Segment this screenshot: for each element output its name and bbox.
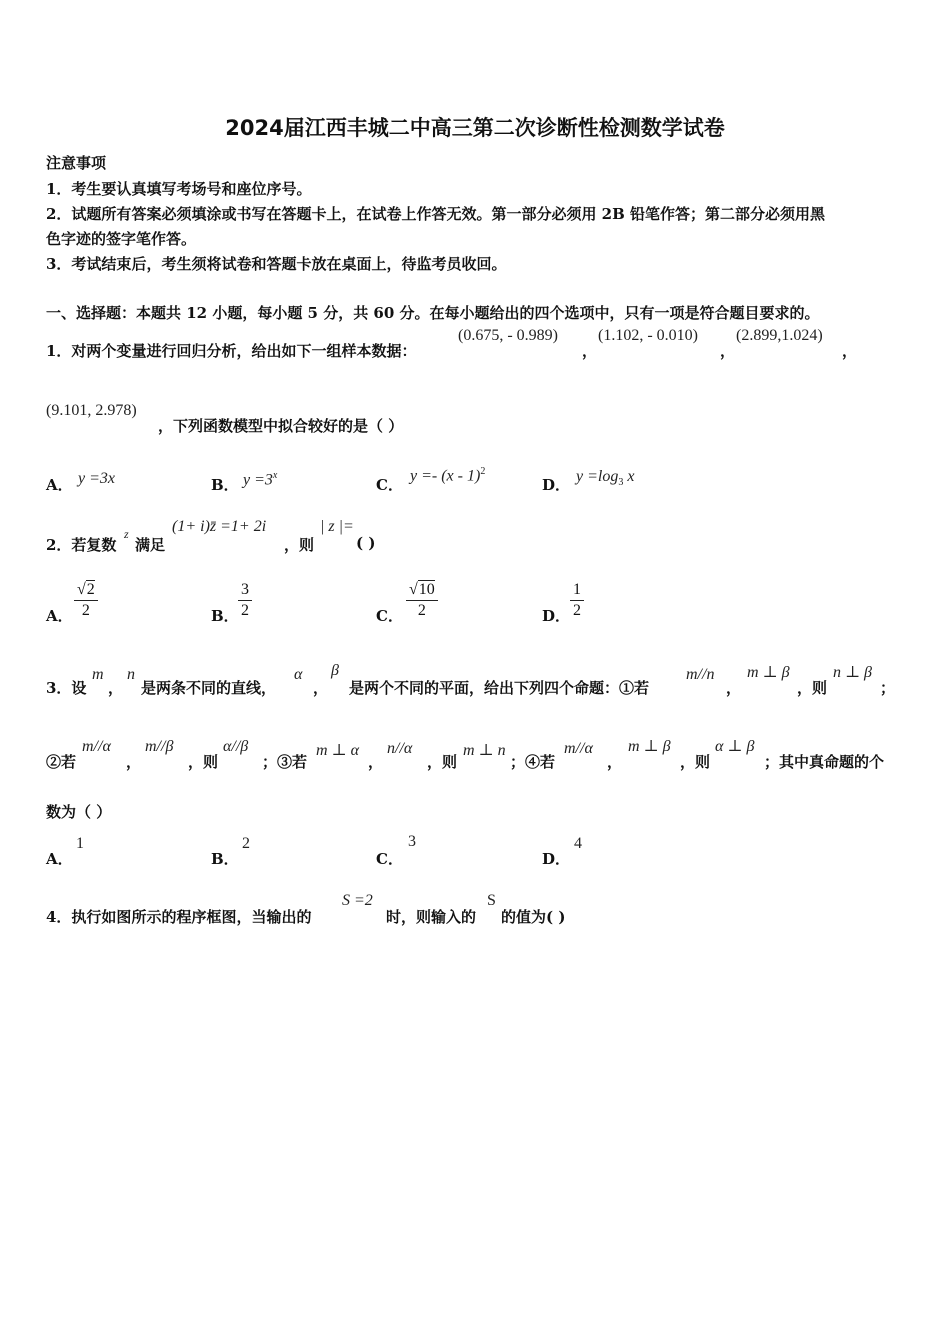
q1-tail: ，下列函数模型中拟合较好的是（ ） <box>158 417 404 435</box>
q1-option-c <box>410 466 485 485</box>
q2-option-b-den: 2 <box>241 602 249 619</box>
notice-item: 1．考生要认真填写考场号和座位序号。 <box>46 180 312 198</box>
q1-option-c-base: y =- (x - 1) <box>410 467 481 485</box>
q3-text: ；④若 <box>510 753 556 771</box>
q2-option-c-num: 10 <box>418 581 435 598</box>
q1-option-d-label: D． <box>542 476 571 494</box>
q3-text: ，则 <box>188 753 219 771</box>
q3-text: ， <box>368 753 384 771</box>
q3-math: m ⊥ β <box>747 664 790 681</box>
q3-math: n//α <box>387 740 413 757</box>
q3-line3: 数为（ ） <box>46 803 112 821</box>
q3-math: m//α <box>564 740 593 757</box>
q1-point-1: (0.675, - 0.989) <box>458 327 558 344</box>
q1-option-c-exp: 2 <box>480 466 486 477</box>
q4-text: 的值为( ) <box>501 908 566 926</box>
q3-text: ；其中真命题的个 <box>764 753 885 771</box>
q4-text: 4．执行如图所示的程序框图，当输出的 <box>46 908 312 926</box>
q1-point-4: (9.101, 2.978) <box>46 402 137 419</box>
page-title: 2024届江西丰城二中高三第二次诊断性检测数学试卷 <box>225 116 725 140</box>
q3-math: m ⊥ α <box>316 742 359 759</box>
notice-item: 3．考试结束后，考生须将试卷和答题卡放在桌面上，待监考员收回。 <box>46 255 507 273</box>
q3-option-a: 1 <box>76 835 84 852</box>
q1-option-d-base: y =log <box>576 468 619 485</box>
q1-point-2: (1.102, - 0.010) <box>598 327 698 344</box>
q3-option-c: 3 <box>408 833 416 850</box>
q2-option-b <box>238 580 252 621</box>
q4-math: S <box>487 892 496 909</box>
q2-option-b-label: B． <box>211 607 239 625</box>
q1-comma: ， <box>720 342 736 360</box>
q3-text: ； <box>880 679 896 697</box>
q2-option-c: $\frac{√10}{2}$ <box>406 580 438 621</box>
q2-abs-z: | z |= <box>320 518 354 535</box>
q2-then: ，则 <box>284 536 315 554</box>
q3-math: n ⊥ β <box>833 664 873 681</box>
q3-text: ②若 <box>46 753 77 771</box>
q4-text: 时，则输入的 <box>386 908 477 926</box>
q3-option-c-label: C． <box>376 850 403 868</box>
q3-text: 是两条不同的直线， <box>141 679 277 697</box>
q2-option-b-num: 3 <box>238 580 252 601</box>
q1-comma: ， <box>582 342 598 360</box>
q3-math: β <box>331 662 339 679</box>
q2-option-a-num: 2 <box>86 581 95 598</box>
q2-option-c-label: C． <box>376 607 403 625</box>
q1-option-a-label: A． <box>46 476 73 494</box>
q3-text: ；③若 <box>262 753 308 771</box>
q3-text: ，则 <box>427 753 458 771</box>
q2-var-z: z <box>124 527 129 541</box>
q1-option-b-base: y =3 <box>243 471 273 489</box>
q2-option-d-num: 1 <box>570 580 584 601</box>
q3-math: m//n <box>686 666 715 683</box>
q3-text: ， <box>108 679 124 697</box>
q3-math: m//α <box>82 738 111 755</box>
q2-tail: ( ) <box>356 534 376 552</box>
q2-option-a: $\frac{√2}{2}$ <box>74 580 98 621</box>
q3-text: ，则 <box>797 679 828 697</box>
q1-option-c-label: C． <box>376 476 403 494</box>
q3-text: ， <box>726 679 742 697</box>
q3-math: m <box>92 666 104 683</box>
q3-math: n <box>127 666 135 683</box>
notice-item: 2．试题所有答案必须填涂或书写在答题卡上，在试卷上作答无效。第一部分必须用 2B 铅笔作答；第二部分必须用黑 <box>46 205 826 223</box>
q3-text: 是两个不同的平面，给出下列四个命题：①若 <box>349 679 650 697</box>
notice-item: 色字迹的签字笔作答。 <box>46 230 197 248</box>
q3-text: ， <box>313 679 329 697</box>
q1-option-d <box>576 468 634 488</box>
q1-point-3: (2.899,1.024) <box>736 327 823 344</box>
q3-math: m ⊥ n <box>463 742 506 759</box>
q1-stem: 1．对两个变量进行回归分析，给出如下一组样本数据： <box>46 342 417 360</box>
q3-text: ， <box>607 753 623 771</box>
q1-option-d-sub: 3 <box>618 477 624 489</box>
q1-option-b <box>243 470 277 489</box>
q3-option-d: 4 <box>574 835 582 852</box>
q3-math: m//β <box>145 738 174 755</box>
section-heading: 一、选择题：本题共 12 小题，每小题 5 分，共 60 分。在每小题给出的四个选项中，只有一项是符合题目要求的。 <box>46 304 820 322</box>
q2-equation: (1+ i)z̄ =1+ 2i <box>172 518 267 535</box>
q1-option-b-label: B． <box>211 476 239 494</box>
q2-option-d <box>570 580 584 621</box>
q4-math: S =2 <box>342 892 373 909</box>
q2-option-a-label: A． <box>46 607 73 625</box>
q2-stem: 2．若复数 <box>46 536 117 554</box>
q1-comma: ， <box>842 342 858 360</box>
q2-option-c-den: 2 <box>417 602 426 619</box>
q3-text: 3．设 <box>46 679 87 697</box>
q3-option-b-label: B． <box>211 850 239 868</box>
q3-option-d-label: D． <box>542 850 571 868</box>
q3-text: ， <box>126 753 142 771</box>
q3-option-b: 2 <box>242 835 250 852</box>
q1-option-a: y =3x <box>78 470 115 487</box>
q3-text: ，则 <box>680 753 711 771</box>
q2-option-d-label: D． <box>542 607 571 625</box>
q2-option-a-den: 2 <box>81 602 90 619</box>
q3-math: α <box>294 666 303 683</box>
q1-option-b-exp: x <box>272 470 278 481</box>
q1-option-d-var: x <box>623 468 635 485</box>
q3-math: α ⊥ β <box>715 738 755 755</box>
q3-math: α//β <box>223 738 249 755</box>
q2-mid: 满足 <box>135 536 166 554</box>
notice-heading: 注意事项 <box>46 154 107 172</box>
q3-math: m ⊥ β <box>628 738 671 755</box>
q2-option-d-den: 2 <box>573 602 581 619</box>
q3-option-a-label: A． <box>46 850 73 868</box>
